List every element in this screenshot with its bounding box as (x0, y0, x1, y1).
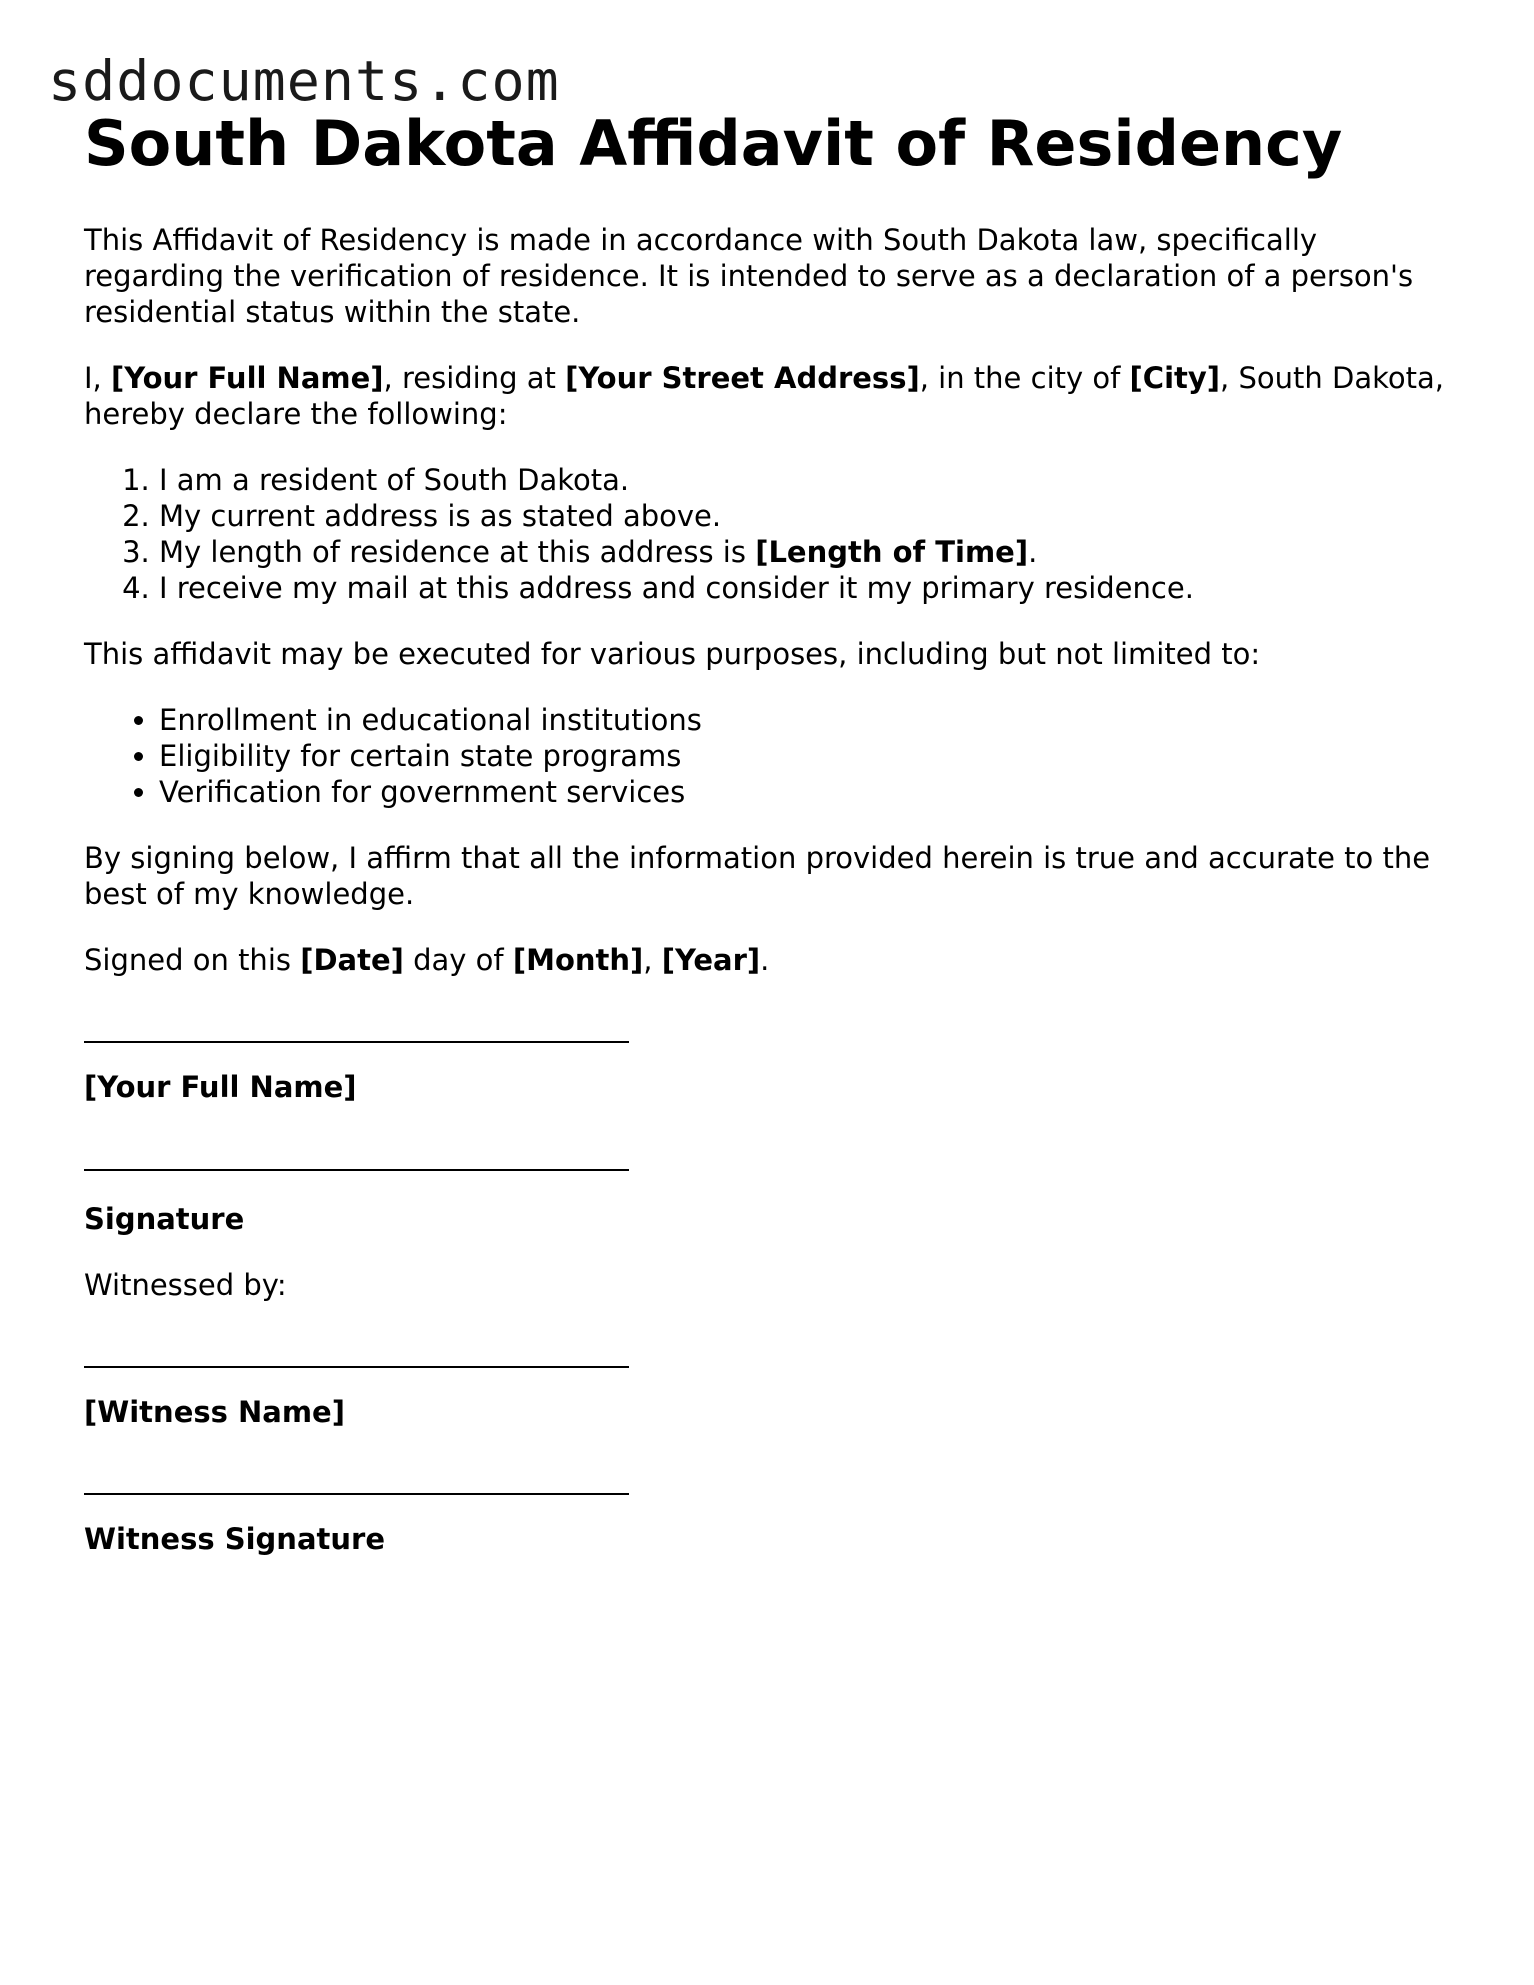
year-placeholder: [Year] (661, 943, 761, 977)
month-placeholder: [Month] (512, 943, 644, 977)
document-title: South Dakota Affidavit of Residency (84, 107, 1343, 180)
residing-text: , residing at (383, 361, 566, 395)
affirmation-paragraph: By signing below, I affirm that all the information provided herein is true and accurate to the best of my knowledge. (84, 841, 1431, 911)
city-placeholder: [City] (1129, 361, 1221, 395)
declaration-prefix: I, (84, 361, 111, 395)
signed-suffix: . (760, 943, 770, 977)
day-of-text: day of (403, 943, 513, 977)
date-placeholder: [Date] (300, 943, 404, 977)
purposes-list (84, 702, 1444, 810)
length-prefix: My length of residence at this address is (159, 535, 756, 569)
witness-name-label: [Witness Name] (84, 1395, 345, 1429)
declaration-paragraph (84, 360, 1444, 432)
street-address-placeholder: [Your Street Address] (565, 361, 920, 395)
full-name-placeholder: [Your Full Name] (111, 361, 384, 395)
declaration-suffix: , South Dakota, hereby declare the following: (84, 361, 1444, 431)
declaration-item (159, 534, 1444, 570)
witness-signature-line[interactable] (84, 1493, 629, 1495)
signed-prefix: Signed on this (84, 943, 301, 977)
purposes-intro: This affidavit may be executed for various purposes, including but not limited to: (84, 637, 1261, 671)
signature-line[interactable] (84, 1169, 629, 1171)
declaration-item: 4. I receive my mail at this address and consider it my primary residence. (159, 570, 1444, 606)
purpose-item: • Eligibility for certain state programs (159, 738, 1444, 774)
length-suffix: . (1028, 535, 1038, 569)
full-name-label: [Your Full Name] (84, 1070, 357, 1104)
watermark: sddocuments.com (48, 49, 560, 113)
city-text: , in the city of (919, 361, 1130, 395)
witness-signature-label: Witness Signature (84, 1522, 386, 1556)
document-body (84, 104, 1444, 1557)
comma-text: , (643, 943, 662, 977)
declarations-list (84, 462, 1444, 606)
signature-label: Signature (84, 1202, 245, 1236)
purpose-item: • Enrollment in educational institutions (159, 702, 1444, 738)
witnessed-by-text: Witnessed by: (84, 1268, 287, 1302)
length-of-time-placeholder: [Length of Time] (755, 535, 1029, 569)
name-signature-line[interactable] (84, 1041, 629, 1043)
signed-on-line (84, 942, 1444, 978)
intro-paragraph: This Affidavit of Residency is made in accordance with South Dakota law, specifically regarding the verification of residence. It is intended to serve as a declaration of a person's residential status within the state. (84, 223, 1414, 329)
purpose-item: • Verification for government services (159, 774, 1444, 810)
witness-name-line[interactable] (84, 1366, 629, 1368)
declaration-item: 2. My current address is as stated above. (159, 498, 1444, 534)
declaration-item: 1. I am a resident of South Dakota. (159, 462, 1444, 498)
